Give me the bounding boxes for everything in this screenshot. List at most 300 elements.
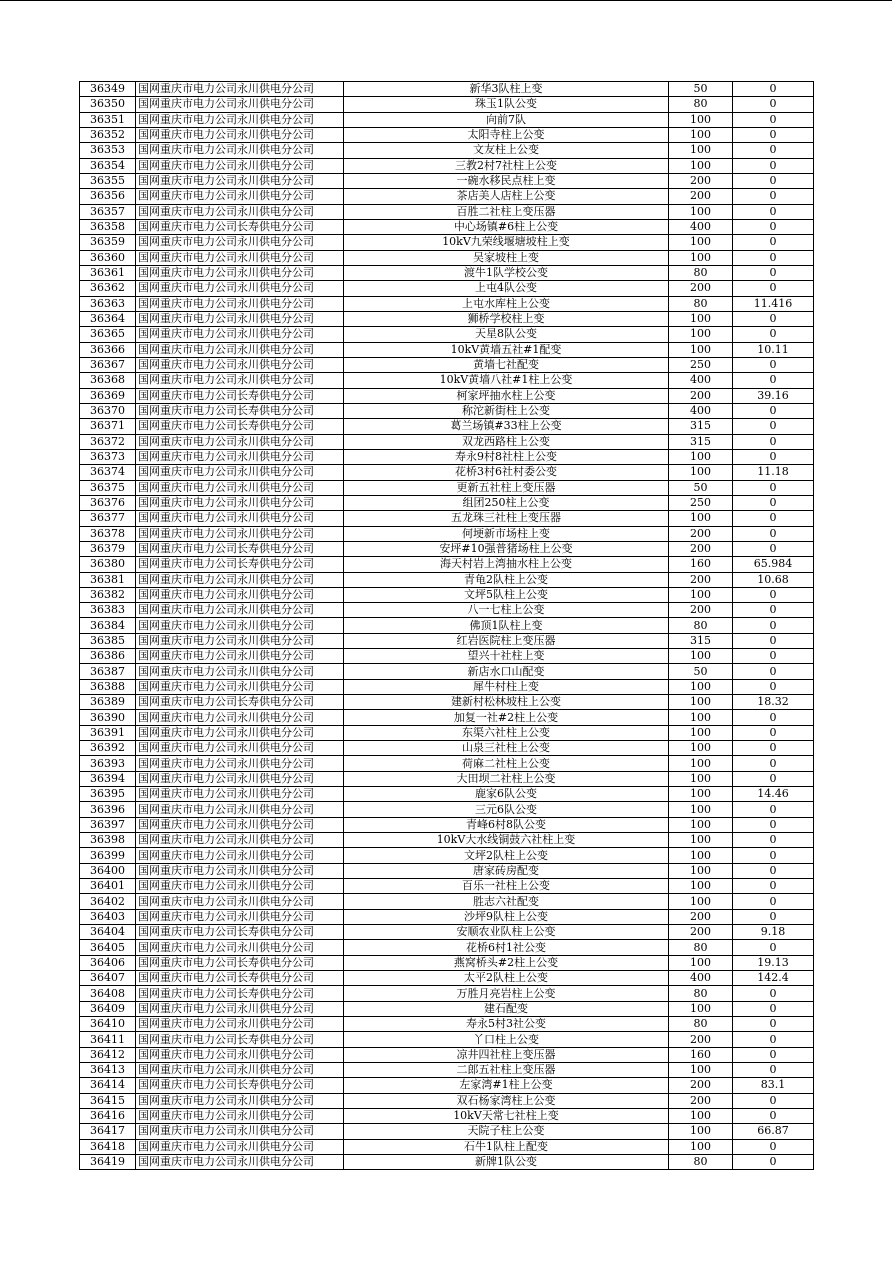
company-cell: 国网重庆市电力公司永川供电分公司 xyxy=(136,281,344,296)
row-id-cell: 36362 xyxy=(80,281,136,296)
value-cell: 10.68 xyxy=(733,572,814,587)
row-id-cell: 36377 xyxy=(80,511,136,526)
transformer-name-cell: 加复一社#2柱上公变 xyxy=(344,710,669,725)
capacity-cell: 100 xyxy=(669,955,733,970)
transformer-name-cell: 佛顶1队柱上变 xyxy=(344,618,669,633)
company-cell: 国网重庆市电力公司永川供电分公司 xyxy=(136,342,344,357)
transformer-name-cell: 荷麻二社柱上公变 xyxy=(344,756,669,771)
company-cell: 国网重庆市电力公司永川供电分公司 xyxy=(136,112,344,127)
row-id-cell: 36402 xyxy=(80,894,136,909)
table-row xyxy=(80,925,814,940)
capacity-cell: 200 xyxy=(669,572,733,587)
row-id-cell: 36416 xyxy=(80,1108,136,1123)
capacity-cell: 100 xyxy=(669,756,733,771)
transformer-name-cell: 狮桥学校柱上变 xyxy=(344,311,669,326)
capacity-cell: 100 xyxy=(669,250,733,265)
value-cell: 0 xyxy=(733,1139,814,1154)
row-id-cell: 36387 xyxy=(80,664,136,679)
value-cell: 0 xyxy=(733,311,814,326)
capacity-cell: 100 xyxy=(669,695,733,710)
transformer-name-cell: 渡牛1队学校公变 xyxy=(344,265,669,280)
transformer-name-cell: 10kV天常七社柱上变 xyxy=(344,1108,669,1123)
table-row xyxy=(80,82,814,97)
row-id-cell: 36369 xyxy=(80,388,136,403)
capacity-cell: 100 xyxy=(669,741,733,756)
row-id-cell: 36398 xyxy=(80,833,136,848)
table-row xyxy=(80,664,814,679)
value-cell: 0 xyxy=(733,173,814,188)
transformer-name-cell: 组团250柱上公变 xyxy=(344,495,669,510)
transformer-name-cell: 大田坝二社柱上公变 xyxy=(344,771,669,786)
table-row xyxy=(80,219,814,234)
row-id-cell: 36395 xyxy=(80,787,136,802)
row-id-cell: 36413 xyxy=(80,1063,136,1078)
row-id-cell: 36352 xyxy=(80,127,136,142)
value-cell: 0 xyxy=(733,526,814,541)
row-id-cell: 36397 xyxy=(80,817,136,832)
company-cell: 国网重庆市电力公司永川供电分公司 xyxy=(136,311,344,326)
value-cell: 0 xyxy=(733,82,814,97)
table-row xyxy=(80,265,814,280)
capacity-cell: 200 xyxy=(669,1078,733,1093)
company-cell: 国网重庆市电力公司永川供电分公司 xyxy=(136,679,344,694)
transformer-name-cell: 文友柱上公变 xyxy=(344,143,669,158)
row-id-cell: 36410 xyxy=(80,1017,136,1032)
row-id-cell: 36385 xyxy=(80,633,136,648)
value-cell: 0 xyxy=(733,511,814,526)
table-row xyxy=(80,618,814,633)
capacity-cell: 100 xyxy=(669,863,733,878)
company-cell: 国网重庆市电力公司永川供电分公司 xyxy=(136,235,344,250)
table-row xyxy=(80,725,814,740)
table-row xyxy=(80,112,814,127)
row-id-cell: 36392 xyxy=(80,741,136,756)
transformer-name-cell: 唐家砖房配变 xyxy=(344,863,669,878)
value-cell: 0 xyxy=(733,158,814,173)
table-row xyxy=(80,1047,814,1062)
company-cell: 国网重庆市电力公司永川供电分公司 xyxy=(136,603,344,618)
value-cell: 0 xyxy=(733,219,814,234)
row-id-cell: 36393 xyxy=(80,756,136,771)
company-cell: 国网重庆市电力公司永川供电分公司 xyxy=(136,1108,344,1123)
row-id-cell: 36415 xyxy=(80,1093,136,1108)
table-row xyxy=(80,1078,814,1093)
table-row xyxy=(80,1001,814,1016)
table-row xyxy=(80,848,814,863)
row-id-cell: 36359 xyxy=(80,235,136,250)
table-row xyxy=(80,173,814,188)
table-row xyxy=(80,541,814,556)
company-cell: 国网重庆市电力公司永川供电分公司 xyxy=(136,725,344,740)
row-id-cell: 36389 xyxy=(80,695,136,710)
table-body xyxy=(80,82,814,1170)
company-cell: 国网重庆市电力公司永川供电分公司 xyxy=(136,909,344,924)
transformer-name-cell: 更新五社柱上变压器 xyxy=(344,480,669,495)
capacity-cell: 100 xyxy=(669,143,733,158)
row-id-cell: 36380 xyxy=(80,557,136,572)
capacity-cell: 50 xyxy=(669,82,733,97)
table-row xyxy=(80,1093,814,1108)
value-cell: 0 xyxy=(733,480,814,495)
capacity-cell: 100 xyxy=(669,1124,733,1139)
transformer-name-cell: 向前7队 xyxy=(344,112,669,127)
capacity-cell: 200 xyxy=(669,925,733,940)
transformer-table xyxy=(79,81,814,1170)
value-cell: 9.18 xyxy=(733,925,814,940)
company-cell: 国网重庆市电力公司长寿供电分公司 xyxy=(136,388,344,403)
value-cell: 0 xyxy=(733,802,814,817)
transformer-name-cell: 犀牛村柱上变 xyxy=(344,679,669,694)
row-id-cell: 36360 xyxy=(80,250,136,265)
value-cell: 0 xyxy=(733,909,814,924)
transformer-name-cell: 双龙西路柱上公变 xyxy=(344,434,669,449)
value-cell: 0 xyxy=(733,127,814,142)
value-cell: 0 xyxy=(733,1108,814,1123)
row-id-cell: 36414 xyxy=(80,1078,136,1093)
capacity-cell: 400 xyxy=(669,971,733,986)
value-cell: 0 xyxy=(733,357,814,372)
value-cell: 0 xyxy=(733,1032,814,1047)
row-id-cell: 36396 xyxy=(80,802,136,817)
company-cell: 国网重庆市电力公司永川供电分公司 xyxy=(136,465,344,480)
capacity-cell: 100 xyxy=(669,879,733,894)
table-row xyxy=(80,955,814,970)
transformer-name-cell: 百胜二社柱上变压器 xyxy=(344,204,669,219)
value-cell: 0 xyxy=(733,189,814,204)
capacity-cell: 100 xyxy=(669,235,733,250)
row-id-cell: 36367 xyxy=(80,357,136,372)
value-cell: 14.46 xyxy=(733,787,814,802)
company-cell: 国网重庆市电力公司长寿供电分公司 xyxy=(136,955,344,970)
transformer-name-cell: 红岩医院柱上变压器 xyxy=(344,633,669,648)
capacity-cell: 100 xyxy=(669,587,733,602)
value-cell: 0 xyxy=(733,863,814,878)
row-id-cell: 36364 xyxy=(80,311,136,326)
capacity-cell: 100 xyxy=(669,710,733,725)
row-id-cell: 36363 xyxy=(80,296,136,311)
transformer-name-cell: 新牌1队公变 xyxy=(344,1154,669,1169)
company-cell: 国网重庆市电力公司永川供电分公司 xyxy=(136,373,344,388)
transformer-name-cell: 沙坪9队柱上公变 xyxy=(344,909,669,924)
capacity-cell: 200 xyxy=(669,173,733,188)
company-cell: 国网重庆市电力公司永川供电分公司 xyxy=(136,894,344,909)
value-cell: 0 xyxy=(733,986,814,1001)
value-cell: 0 xyxy=(733,419,814,434)
transformer-name-cell: 左家湾#1柱上公变 xyxy=(344,1078,669,1093)
table-row xyxy=(80,1108,814,1123)
table-row xyxy=(80,833,814,848)
value-cell: 0 xyxy=(733,403,814,418)
value-cell: 0 xyxy=(733,373,814,388)
capacity-cell: 250 xyxy=(669,357,733,372)
row-id-cell: 36406 xyxy=(80,955,136,970)
table-row xyxy=(80,986,814,1001)
company-cell: 国网重庆市电力公司永川供电分公司 xyxy=(136,1139,344,1154)
value-cell: 0 xyxy=(733,618,814,633)
capacity-cell: 50 xyxy=(669,664,733,679)
capacity-cell: 100 xyxy=(669,511,733,526)
capacity-cell: 400 xyxy=(669,373,733,388)
table-row xyxy=(80,296,814,311)
row-id-cell: 36405 xyxy=(80,940,136,955)
transformer-name-cell: 10kV九荣线堰塘坡柱上变 xyxy=(344,235,669,250)
transformer-name-cell: 三元6队公变 xyxy=(344,802,669,817)
row-id-cell: 36349 xyxy=(80,82,136,97)
table-row xyxy=(80,802,814,817)
table-row xyxy=(80,526,814,541)
capacity-cell: 100 xyxy=(669,158,733,173)
table-row xyxy=(80,449,814,464)
row-id-cell: 36353 xyxy=(80,143,136,158)
company-cell: 国网重庆市电力公司长寿供电分公司 xyxy=(136,541,344,556)
table-row xyxy=(80,787,814,802)
row-id-cell: 36412 xyxy=(80,1047,136,1062)
capacity-cell: 100 xyxy=(669,127,733,142)
transformer-name-cell: 丫口柱上公变 xyxy=(344,1032,669,1047)
value-cell: 39.16 xyxy=(733,388,814,403)
row-id-cell: 36400 xyxy=(80,863,136,878)
row-id-cell: 36358 xyxy=(80,219,136,234)
value-cell: 0 xyxy=(733,1001,814,1016)
capacity-cell: 100 xyxy=(669,833,733,848)
capacity-cell: 80 xyxy=(669,986,733,1001)
row-id-cell: 36388 xyxy=(80,679,136,694)
company-cell: 国网重庆市电力公司永川供电分公司 xyxy=(136,82,344,97)
transformer-name-cell: 花桥3村6社村委公变 xyxy=(344,465,669,480)
company-cell: 国网重庆市电力公司永川供电分公司 xyxy=(136,802,344,817)
company-cell: 国网重庆市电力公司长寿供电分公司 xyxy=(136,219,344,234)
table-row xyxy=(80,1032,814,1047)
capacity-cell: 100 xyxy=(669,679,733,694)
company-cell: 国网重庆市电力公司永川供电分公司 xyxy=(136,296,344,311)
capacity-cell: 100 xyxy=(669,649,733,664)
row-id-cell: 36407 xyxy=(80,971,136,986)
transformer-name-cell: 胜志六社配变 xyxy=(344,894,669,909)
table-row xyxy=(80,158,814,173)
table-row xyxy=(80,1063,814,1078)
company-cell: 国网重庆市电力公司永川供电分公司 xyxy=(136,204,344,219)
transformer-name-cell: 吴家坡柱上变 xyxy=(344,250,669,265)
table-row xyxy=(80,817,814,832)
capacity-cell: 100 xyxy=(669,327,733,342)
capacity-cell: 400 xyxy=(669,219,733,234)
value-cell: 0 xyxy=(733,649,814,664)
value-cell: 0 xyxy=(733,112,814,127)
transformer-name-cell: 花桥6村1社公变 xyxy=(344,940,669,955)
transformer-name-cell: 鹿家6队公变 xyxy=(344,787,669,802)
table-row xyxy=(80,695,814,710)
value-cell: 0 xyxy=(733,817,814,832)
company-cell: 国网重庆市电力公司永川供电分公司 xyxy=(136,1124,344,1139)
transformer-name-cell: 一碗水移民点柱上变 xyxy=(344,173,669,188)
value-cell: 0 xyxy=(733,265,814,280)
table-row xyxy=(80,495,814,510)
capacity-cell: 315 xyxy=(669,434,733,449)
table-row xyxy=(80,1154,814,1169)
transformer-name-cell: 寿永9村8社柱上公变 xyxy=(344,449,669,464)
capacity-cell: 100 xyxy=(669,771,733,786)
value-cell: 0 xyxy=(733,541,814,556)
row-id-cell: 36408 xyxy=(80,986,136,1001)
table-row xyxy=(80,204,814,219)
company-cell: 国网重庆市电力公司永川供电分公司 xyxy=(136,710,344,725)
transformer-name-cell: 上屯水库柱上公变 xyxy=(344,296,669,311)
value-cell: 0 xyxy=(733,1063,814,1078)
capacity-cell: 315 xyxy=(669,419,733,434)
transformer-name-cell: 珠玉1队公变 xyxy=(344,97,669,112)
table-row xyxy=(80,480,814,495)
transformer-name-cell: 五龙珠三社柱上变压器 xyxy=(344,511,669,526)
value-cell: 18.32 xyxy=(733,695,814,710)
value-cell: 0 xyxy=(733,587,814,602)
transformer-name-cell: 石牛1队柱上配变 xyxy=(344,1139,669,1154)
company-cell: 国网重庆市电力公司永川供电分公司 xyxy=(136,434,344,449)
value-cell: 0 xyxy=(733,771,814,786)
capacity-cell: 200 xyxy=(669,909,733,924)
row-id-cell: 36365 xyxy=(80,327,136,342)
transformer-name-cell: 望兴十社柱上变 xyxy=(344,649,669,664)
row-id-cell: 36384 xyxy=(80,618,136,633)
row-id-cell: 36372 xyxy=(80,434,136,449)
transformer-name-cell: 建石配变 xyxy=(344,1001,669,1016)
company-cell: 国网重庆市电力公司永川供电分公司 xyxy=(136,97,344,112)
company-cell: 国网重庆市电力公司长寿供电分公司 xyxy=(136,971,344,986)
value-cell: 0 xyxy=(733,434,814,449)
company-cell: 国网重庆市电力公司永川供电分公司 xyxy=(136,833,344,848)
company-cell: 国网重庆市电力公司永川供电分公司 xyxy=(136,741,344,756)
value-cell: 0 xyxy=(733,710,814,725)
company-cell: 国网重庆市电力公司永川供电分公司 xyxy=(136,357,344,372)
capacity-cell: 80 xyxy=(669,1154,733,1169)
table-row xyxy=(80,557,814,572)
table-row xyxy=(80,281,814,296)
transformer-name-cell: 葛兰场镇#33柱上公变 xyxy=(344,419,669,434)
company-cell: 国网重庆市电力公司长寿供电分公司 xyxy=(136,1078,344,1093)
table-row xyxy=(80,235,814,250)
capacity-cell: 200 xyxy=(669,388,733,403)
company-cell: 国网重庆市电力公司永川供电分公司 xyxy=(136,158,344,173)
company-cell: 国网重庆市电力公司永川供电分公司 xyxy=(136,189,344,204)
table-row xyxy=(80,633,814,648)
transformer-name-cell: 10kV黄墙五社#1配变 xyxy=(344,342,669,357)
capacity-cell: 100 xyxy=(669,342,733,357)
capacity-cell: 50 xyxy=(669,480,733,495)
row-id-cell: 36357 xyxy=(80,204,136,219)
table-row xyxy=(80,97,814,112)
capacity-cell: 80 xyxy=(669,618,733,633)
table-row xyxy=(80,1017,814,1032)
company-cell: 国网重庆市电力公司永川供电分公司 xyxy=(136,618,344,633)
table-row xyxy=(80,388,814,403)
table-row xyxy=(80,143,814,158)
transformer-name-cell: 三教2村7社柱上公变 xyxy=(344,158,669,173)
table-row xyxy=(80,419,814,434)
company-cell: 国网重庆市电力公司永川供电分公司 xyxy=(136,143,344,158)
value-cell: 0 xyxy=(733,879,814,894)
value-cell: 66.87 xyxy=(733,1124,814,1139)
row-id-cell: 36351 xyxy=(80,112,136,127)
transformer-name-cell: 天星8队公变 xyxy=(344,327,669,342)
company-cell: 国网重庆市电力公司永川供电分公司 xyxy=(136,787,344,802)
table-row xyxy=(80,327,814,342)
table-row xyxy=(80,342,814,357)
row-id-cell: 36374 xyxy=(80,465,136,480)
value-cell: 0 xyxy=(733,250,814,265)
row-id-cell: 36375 xyxy=(80,480,136,495)
company-cell: 国网重庆市电力公司永川供电分公司 xyxy=(136,449,344,464)
capacity-cell: 100 xyxy=(669,787,733,802)
row-id-cell: 36386 xyxy=(80,649,136,664)
table-row xyxy=(80,971,814,986)
row-id-cell: 36379 xyxy=(80,541,136,556)
capacity-cell: 200 xyxy=(669,189,733,204)
row-id-cell: 36401 xyxy=(80,879,136,894)
transformer-name-cell: 青峰6村8队公变 xyxy=(344,817,669,832)
table-row xyxy=(80,603,814,618)
table-row xyxy=(80,649,814,664)
table-row xyxy=(80,189,814,204)
table-row xyxy=(80,434,814,449)
transformer-name-cell: 黄墙七社配变 xyxy=(344,357,669,372)
row-id-cell: 36419 xyxy=(80,1154,136,1169)
company-cell: 国网重庆市电力公司永川供电分公司 xyxy=(136,771,344,786)
row-id-cell: 36356 xyxy=(80,189,136,204)
capacity-cell: 100 xyxy=(669,894,733,909)
transformer-name-cell: 何埂新市场柱上变 xyxy=(344,526,669,541)
transformer-name-cell: 文坪5队柱上公变 xyxy=(344,587,669,602)
capacity-cell: 100 xyxy=(669,311,733,326)
row-id-cell: 36354 xyxy=(80,158,136,173)
capacity-cell: 200 xyxy=(669,1093,733,1108)
transformer-name-cell: 青龟2队柱上公变 xyxy=(344,572,669,587)
company-cell: 国网重庆市电力公司永川供电分公司 xyxy=(136,633,344,648)
transformer-name-cell: 太平2队柱上公变 xyxy=(344,971,669,986)
company-cell: 国网重庆市电力公司永川供电分公司 xyxy=(136,848,344,863)
transformer-name-cell: 10kV大水线铜鼓六社柱上变 xyxy=(344,833,669,848)
company-cell: 国网重庆市电力公司永川供电分公司 xyxy=(136,1093,344,1108)
company-cell: 国网重庆市电力公司永川供电分公司 xyxy=(136,1047,344,1062)
row-id-cell: 36383 xyxy=(80,603,136,618)
value-cell: 142.4 xyxy=(733,971,814,986)
company-cell: 国网重庆市电力公司长寿供电分公司 xyxy=(136,403,344,418)
row-id-cell: 36350 xyxy=(80,97,136,112)
capacity-cell: 400 xyxy=(669,403,733,418)
company-cell: 国网重庆市电力公司长寿供电分公司 xyxy=(136,695,344,710)
table-row xyxy=(80,894,814,909)
table-row xyxy=(80,373,814,388)
row-id-cell: 36411 xyxy=(80,1032,136,1047)
row-id-cell: 36366 xyxy=(80,342,136,357)
row-id-cell: 36355 xyxy=(80,173,136,188)
row-id-cell: 36382 xyxy=(80,587,136,602)
table-row xyxy=(80,756,814,771)
value-cell: 0 xyxy=(733,679,814,694)
value-cell: 0 xyxy=(733,603,814,618)
company-cell: 国网重庆市电力公司永川供电分公司 xyxy=(136,526,344,541)
value-cell: 0 xyxy=(733,741,814,756)
company-cell: 国网重庆市电力公司永川供电分公司 xyxy=(136,495,344,510)
transformer-name-cell: 太阳寺柱上公变 xyxy=(344,127,669,142)
transformer-name-cell: 燕窝桥头#2柱上公变 xyxy=(344,955,669,970)
transformer-name-cell: 建新村松林坡柱上公变 xyxy=(344,695,669,710)
row-id-cell: 36404 xyxy=(80,925,136,940)
row-id-cell: 36399 xyxy=(80,848,136,863)
capacity-cell: 100 xyxy=(669,817,733,832)
transformer-name-cell: 10kV黄墙八社#1柱上公变 xyxy=(344,373,669,388)
capacity-cell: 80 xyxy=(669,940,733,955)
company-cell: 国网重庆市电力公司永川供电分公司 xyxy=(136,756,344,771)
capacity-cell: 315 xyxy=(669,633,733,648)
